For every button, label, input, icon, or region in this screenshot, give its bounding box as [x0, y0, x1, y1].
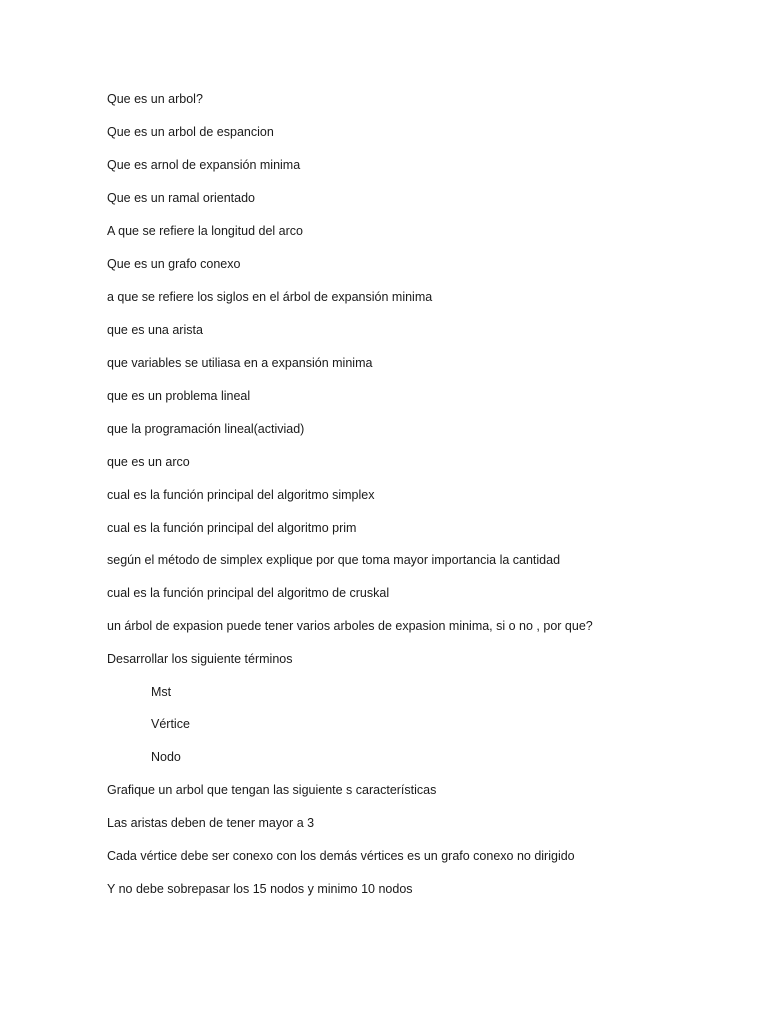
question-line: A que se refiere la longitud del arco — [107, 224, 303, 238]
question-line: cual es la función principal del algoritmo prim — [107, 521, 357, 535]
term-item: Mst — [151, 685, 172, 699]
question-line: Que es un grafo conexo — [107, 257, 241, 271]
question-line: Que es un arbol? — [107, 92, 203, 106]
question-line: Las aristas deben de tener mayor a 3 — [107, 816, 315, 830]
question-line: que es un arco — [107, 455, 190, 469]
question-line: Que es un ramal orientado — [107, 191, 256, 205]
question-line: Y no debe sobrepasar los 15 nodos y minimo 10 nodos — [107, 882, 413, 896]
question-line: que es una arista — [107, 323, 203, 337]
question-line: que variables se utiliasa en a expansión minima — [107, 356, 373, 370]
question-line: cual es la función principal del algoritmo simplex — [107, 488, 375, 502]
question-line: Desarrollar los siguiente términos — [107, 652, 293, 666]
term-item: Nodo — [151, 750, 181, 764]
question-line: según el método de simplex explique por que toma mayor importancia la cantidad — [107, 553, 561, 567]
question-line: Que es un arbol de espancion — [107, 125, 274, 139]
question-line: un árbol de expasion puede tener varios arboles de expasion minima, si o no , por que? — [107, 619, 593, 633]
question-line: que la programación lineal(activiad) — [107, 422, 305, 436]
question-line: a que se refiere los siglos en el árbol de expansión minima — [107, 290, 433, 304]
question-line: que es un problema lineal — [107, 389, 251, 403]
question-line: Que es arnol de expansión minima — [107, 158, 301, 172]
question-line: Grafique un arbol que tengan las siguiente s características — [107, 783, 437, 797]
question-line: cual es la función principal del algoritmo de cruskal — [107, 586, 390, 600]
term-item: Vértice — [151, 717, 190, 731]
question-line: Cada vértice debe ser conexo con los demás vértices es un grafo conexo no dirigido — [107, 849, 575, 863]
